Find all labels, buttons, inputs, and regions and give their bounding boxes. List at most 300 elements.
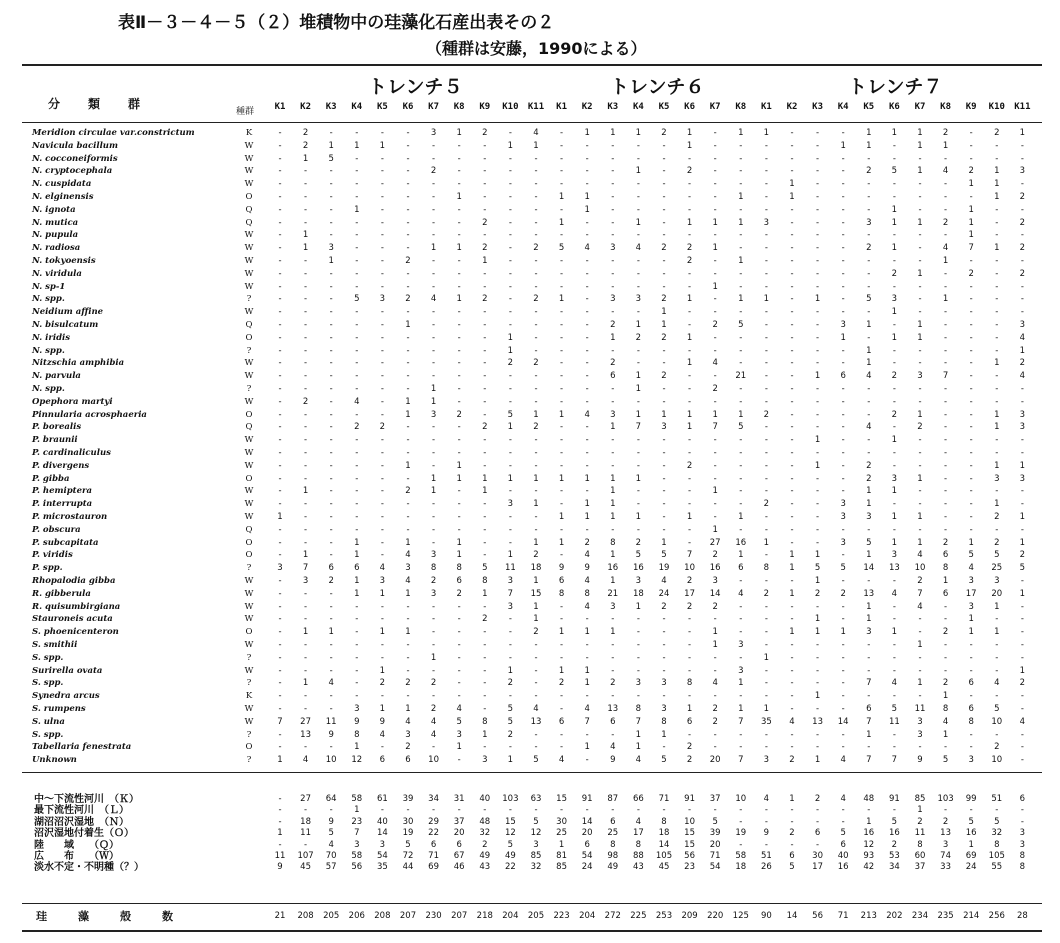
count-cell: 4 — [917, 601, 923, 612]
summary-cell: 39 — [402, 794, 414, 804]
summary-cell: 2 — [917, 816, 923, 827]
table-row — [0, 539, 1060, 549]
count-cell: - — [764, 678, 768, 689]
count-cell: - — [944, 601, 948, 612]
count-cell: 4 — [994, 678, 1000, 689]
count-cell: 1 — [891, 435, 898, 446]
count-cell: - — [790, 204, 794, 215]
count-cell: - — [841, 473, 845, 484]
count-cell: - — [816, 512, 820, 522]
count-cell: 8 — [584, 588, 590, 599]
count-cell: 1 — [814, 576, 821, 586]
count-cell: - — [790, 294, 794, 305]
count-cell: - — [918, 614, 922, 625]
count-cell: 1 — [1019, 345, 1026, 356]
count-cell: - — [329, 435, 333, 446]
count-cell: - — [534, 524, 538, 535]
total-cell: 90 — [760, 911, 772, 921]
count-cell: - — [867, 652, 871, 663]
table-row — [0, 257, 1060, 267]
count-cell: - — [995, 307, 999, 318]
count-cell: - — [611, 179, 615, 190]
count-cell: - — [944, 512, 948, 522]
count-cell: - — [944, 384, 948, 394]
count-cell: - — [918, 524, 922, 535]
taxon-name: P. cardinaliculus — [32, 448, 111, 458]
summary-cell: 17 — [632, 828, 644, 839]
table-row — [0, 206, 1060, 216]
count-cell: - — [560, 640, 564, 650]
count-cell: 2 — [661, 371, 667, 382]
count-cell: 2 — [891, 371, 898, 382]
count-cell: - — [432, 204, 436, 215]
summary-cell: - — [483, 805, 487, 816]
count-cell: 1 — [610, 576, 616, 586]
species-group: W — [244, 179, 254, 190]
count-cell: - — [406, 435, 410, 446]
count-cell: - — [944, 422, 948, 433]
count-cell: 4 — [456, 704, 462, 714]
species-group: W — [244, 166, 254, 177]
count-cell: 1 — [917, 140, 923, 151]
count-cell: - — [304, 435, 308, 446]
count-cell: 1 — [635, 601, 642, 612]
count-cell: - — [585, 384, 589, 394]
summary-cell: 93 — [863, 851, 875, 861]
count-cell: - — [329, 652, 333, 663]
count-cell: - — [918, 153, 922, 164]
count-cell: - — [816, 192, 820, 202]
count-cell: - — [508, 512, 512, 522]
summary-cell: 105 — [988, 851, 1005, 861]
table-row — [0, 718, 1060, 728]
count-cell: - — [918, 243, 922, 254]
species-group: W — [244, 716, 254, 727]
count-cell: 1 — [840, 332, 846, 343]
taxon-name: N. bisulcatum — [32, 320, 99, 330]
count-cell: 1 — [891, 627, 898, 638]
summary-cell: - — [816, 839, 820, 850]
count-cell: - — [560, 307, 564, 318]
total-cell: 256 — [988, 911, 1005, 921]
count-cell: - — [355, 320, 359, 330]
count-cell: - — [790, 524, 794, 535]
summary-cell: 37 — [914, 862, 926, 873]
column-header: K10 — [502, 102, 519, 112]
count-cell: - — [329, 409, 333, 420]
count-cell: 2 — [430, 576, 437, 586]
count-cell: - — [611, 640, 615, 650]
count-cell: 4 — [712, 678, 718, 689]
count-cell: 1 — [1019, 588, 1026, 599]
count-cell: - — [304, 281, 308, 292]
count-cell: 4 — [405, 716, 411, 727]
count-cell: 2 — [712, 384, 718, 394]
count-cell: - — [508, 128, 512, 138]
count-cell: - — [278, 217, 282, 228]
count-cell: 1 — [584, 128, 590, 138]
summary-cell: 2 — [789, 828, 795, 839]
count-cell: - — [841, 601, 845, 612]
summary-cell: 5 — [994, 816, 1000, 827]
count-cell: - — [355, 166, 359, 177]
count-cell: - — [483, 166, 487, 177]
count-cell: - — [713, 153, 717, 164]
count-cell: - — [483, 332, 487, 343]
summary-cell: 85 — [556, 862, 567, 873]
column-header: K7 — [428, 102, 440, 112]
count-cell: - — [944, 409, 948, 420]
summary-cell: 35 — [376, 862, 388, 873]
taxon-name: S. spp. — [32, 678, 64, 689]
species-group: W — [244, 358, 254, 369]
count-cell: 9 — [379, 716, 386, 727]
summary-cell: 9 — [328, 816, 334, 827]
count-cell: - — [790, 243, 794, 254]
count-cell: 2 — [661, 128, 667, 138]
count-cell: 3 — [610, 243, 616, 254]
count-cell: 1 — [456, 243, 462, 254]
count-cell: - — [739, 691, 743, 702]
summary-cell: - — [636, 805, 640, 816]
summary-cell: 71 — [658, 794, 670, 804]
count-cell: - — [611, 256, 615, 266]
taxon-name: N. iridis — [32, 332, 71, 343]
count-cell: - — [432, 192, 436, 202]
summary-cell: 33 — [940, 862, 951, 873]
count-cell: 2 — [686, 460, 693, 471]
count-cell: - — [304, 332, 308, 343]
count-cell: 6 — [840, 371, 846, 382]
count-cell: - — [969, 281, 973, 292]
count-cell: - — [585, 320, 589, 330]
count-cell: - — [713, 512, 717, 522]
summary-cell: - — [739, 805, 743, 816]
count-cell: 16 — [709, 563, 721, 574]
count-cell: 1 — [558, 665, 565, 676]
count-cell: - — [457, 614, 461, 625]
count-cell: - — [329, 281, 333, 292]
count-cell: - — [636, 179, 640, 190]
count-cell: 1 — [942, 576, 949, 586]
count-cell: - — [713, 435, 717, 446]
count-cell: - — [483, 268, 487, 279]
count-cell: 1 — [430, 384, 437, 394]
count-cell: - — [380, 217, 384, 228]
taxon-name: P. microstauron — [32, 512, 108, 522]
count-cell: 1 — [302, 230, 309, 241]
summary-cell: 54 — [376, 851, 388, 861]
count-cell: 2 — [942, 217, 949, 228]
summary-cell: 16 — [965, 828, 977, 839]
count-cell: 35 — [760, 716, 772, 727]
count-cell: - — [995, 435, 999, 446]
count-cell: - — [560, 601, 564, 612]
count-cell: - — [534, 179, 538, 190]
count-cell: 1 — [661, 537, 667, 548]
count-cell: 1 — [763, 704, 770, 714]
count-cell: - — [355, 473, 359, 484]
total-rule — [22, 903, 1042, 904]
table-row — [0, 513, 1060, 523]
count-cell: - — [969, 640, 973, 650]
count-cell: 2 — [405, 294, 411, 305]
count-cell: 3 — [866, 512, 872, 522]
species-group: ? — [246, 729, 252, 740]
count-cell: 1 — [584, 665, 590, 676]
count-cell: 1 — [405, 320, 411, 330]
count-cell: 4 — [379, 563, 386, 574]
summary-cell: 14 — [376, 828, 388, 839]
summary-cell: 27 — [300, 794, 311, 804]
summary-cell: 15 — [556, 794, 567, 804]
count-cell: - — [764, 524, 768, 535]
count-cell: - — [636, 358, 640, 369]
count-cell: - — [483, 537, 487, 548]
count-cell: - — [969, 499, 973, 510]
count-cell: 24 — [658, 588, 670, 599]
count-cell: 5 — [661, 550, 667, 561]
count-cell: - — [329, 588, 333, 599]
count-cell: 3 — [866, 217, 872, 228]
taxon-name: Synedra arcus — [32, 691, 100, 702]
count-cell: - — [816, 448, 820, 458]
count-cell: - — [483, 691, 487, 702]
table-row — [0, 359, 1060, 369]
count-cell: - — [739, 140, 743, 151]
count-cell: - — [534, 371, 538, 382]
count-cell: - — [816, 128, 820, 138]
summary-cell: 2 — [942, 816, 949, 827]
summary-row — [0, 828, 1060, 839]
count-cell: - — [278, 371, 282, 382]
table-row — [0, 679, 1060, 689]
count-cell: - — [816, 179, 820, 190]
count-cell: 10 — [914, 563, 926, 574]
count-cell: 2 — [328, 576, 334, 586]
count-cell: 2 — [942, 128, 949, 138]
summary-cell: 4 — [328, 839, 334, 850]
count-cell: - — [713, 448, 717, 458]
count-cell: 1 — [942, 691, 949, 702]
count-cell: 4 — [533, 128, 539, 138]
count-cell: - — [790, 665, 794, 676]
count-cell: 1 — [379, 704, 386, 714]
count-cell: - — [329, 396, 333, 407]
summary-cell: 12 — [863, 839, 875, 850]
count-cell: - — [790, 166, 794, 177]
total-cell: 206 — [348, 911, 365, 921]
count-cell: - — [969, 320, 973, 330]
count-cell: - — [560, 140, 564, 151]
count-cell: 5 — [738, 320, 744, 330]
total-cell: 56 — [812, 911, 823, 921]
count-cell: - — [892, 640, 896, 650]
count-cell: - — [688, 204, 692, 215]
count-cell: - — [944, 499, 948, 510]
summary-row — [0, 805, 1060, 816]
count-cell: - — [534, 192, 538, 202]
count-cell: - — [534, 742, 538, 753]
count-cell: 1 — [814, 627, 821, 638]
table-row — [0, 411, 1060, 421]
count-cell: 2 — [354, 422, 360, 433]
count-cell: - — [457, 755, 461, 766]
count-cell: - — [534, 665, 538, 676]
count-cell: - — [816, 704, 820, 714]
count-cell: - — [355, 486, 359, 497]
count-cell: - — [585, 307, 589, 318]
count-cell: - — [611, 153, 615, 164]
column-header: K3 — [325, 102, 337, 112]
count-cell: - — [457, 524, 461, 535]
summary-cell: 103 — [937, 794, 954, 804]
count-cell: - — [508, 448, 512, 458]
count-cell: - — [611, 435, 615, 446]
count-cell: 1 — [968, 614, 974, 625]
count-cell: - — [611, 192, 615, 202]
count-cell: - — [355, 307, 359, 318]
count-cell: 2 — [661, 601, 667, 612]
summary-cell: 3 — [533, 839, 539, 850]
table-row — [0, 129, 1060, 139]
table-row — [0, 603, 1060, 613]
summary-cell: 3 — [379, 839, 386, 850]
count-cell: - — [560, 179, 564, 190]
count-cell: - — [688, 371, 692, 382]
count-cell: - — [969, 742, 973, 753]
count-cell: - — [892, 691, 896, 702]
count-cell: 3 — [840, 537, 846, 548]
count-cell: - — [329, 268, 333, 279]
count-cell: - — [892, 320, 896, 330]
count-cell: - — [1020, 729, 1024, 740]
count-cell: - — [355, 217, 359, 228]
species-group: Q — [245, 204, 253, 215]
count-cell: - — [611, 396, 615, 407]
count-cell: 3 — [1019, 409, 1026, 420]
count-cell: 1 — [354, 550, 360, 561]
count-cell: 1 — [635, 512, 642, 522]
count-cell: 1 — [686, 140, 693, 151]
count-cell: - — [944, 345, 948, 356]
species-group: K — [245, 128, 253, 138]
count-cell: - — [355, 179, 359, 190]
count-cell: - — [355, 345, 359, 356]
count-cell: 14 — [837, 716, 849, 727]
count-cell: - — [841, 294, 845, 305]
count-cell: - — [278, 153, 282, 164]
count-cell: 2 — [533, 243, 539, 254]
count-cell: 1 — [584, 499, 590, 510]
summary-cell: 49 — [479, 851, 491, 861]
species-group: W — [244, 448, 254, 458]
count-cell: - — [508, 307, 512, 318]
count-cell: 2 — [686, 755, 693, 766]
count-cell: 2 — [456, 588, 462, 599]
total-cell: 253 — [655, 911, 673, 921]
count-cell: 1 — [712, 640, 718, 650]
count-cell: - — [432, 524, 436, 535]
count-cell: - — [278, 243, 282, 254]
taxon-name: N. tokyoensis — [32, 256, 96, 266]
summary-cell: 5 — [507, 839, 514, 850]
count-cell: 1 — [430, 473, 437, 484]
count-cell: - — [969, 422, 973, 433]
count-cell: - — [329, 704, 333, 714]
count-cell: 1 — [558, 512, 565, 522]
count-cell: 2 — [942, 537, 949, 548]
count-cell: - — [278, 614, 282, 625]
count-cell: - — [1020, 140, 1024, 151]
count-cell: - — [585, 217, 589, 228]
count-cell: - — [534, 384, 538, 394]
count-cell: - — [995, 665, 999, 676]
count-cell: - — [534, 332, 538, 343]
count-cell: - — [713, 230, 717, 241]
count-cell: - — [585, 358, 589, 369]
count-cell: - — [995, 204, 999, 215]
count-cell: 1 — [635, 166, 642, 177]
count-cell: 1 — [635, 320, 642, 330]
count-cell: - — [816, 281, 820, 292]
count-cell: - — [841, 243, 845, 254]
count-cell: - — [790, 409, 794, 420]
count-cell: - — [995, 256, 999, 266]
summary-cell: 1 — [558, 839, 565, 850]
count-cell: - — [380, 153, 384, 164]
count-cell: - — [969, 256, 973, 266]
count-cell: - — [483, 192, 487, 202]
count-cell: - — [406, 166, 410, 177]
count-cell: - — [508, 320, 512, 330]
count-cell: - — [560, 460, 564, 471]
count-cell: 2 — [712, 716, 718, 727]
count-cell: - — [380, 243, 384, 254]
column-header: K4 — [632, 102, 644, 112]
count-cell: 16 — [735, 537, 747, 548]
table-row — [0, 756, 1060, 766]
count-cell: - — [508, 524, 512, 535]
taxon-name: N. pupula — [32, 230, 79, 241]
count-cell: - — [406, 153, 410, 164]
count-cell: 1 — [482, 256, 488, 266]
count-cell: 4 — [584, 704, 590, 714]
count-cell: - — [304, 166, 308, 177]
count-cell: - — [969, 371, 973, 382]
count-cell: 1 — [507, 140, 514, 151]
count-cell: 1 — [763, 294, 770, 305]
count-cell: 4 — [942, 716, 949, 727]
count-cell: - — [611, 281, 615, 292]
count-cell: 27 — [709, 537, 721, 548]
count-cell: 2 — [763, 409, 770, 420]
summary-cell: - — [278, 794, 282, 804]
count-cell: - — [432, 153, 436, 164]
count-cell: - — [713, 665, 717, 676]
count-cell: 2 — [1019, 550, 1026, 561]
count-cell: - — [816, 473, 820, 484]
count-cell: - — [944, 204, 948, 215]
count-cell: - — [892, 460, 896, 471]
count-cell: 7 — [942, 371, 949, 382]
count-cell: 2 — [712, 704, 718, 714]
count-cell: - — [636, 396, 640, 407]
count-cell: - — [534, 678, 538, 689]
count-cell: 2 — [1019, 243, 1026, 254]
count-cell: 1 — [456, 294, 462, 305]
count-cell: 5 — [661, 755, 667, 766]
